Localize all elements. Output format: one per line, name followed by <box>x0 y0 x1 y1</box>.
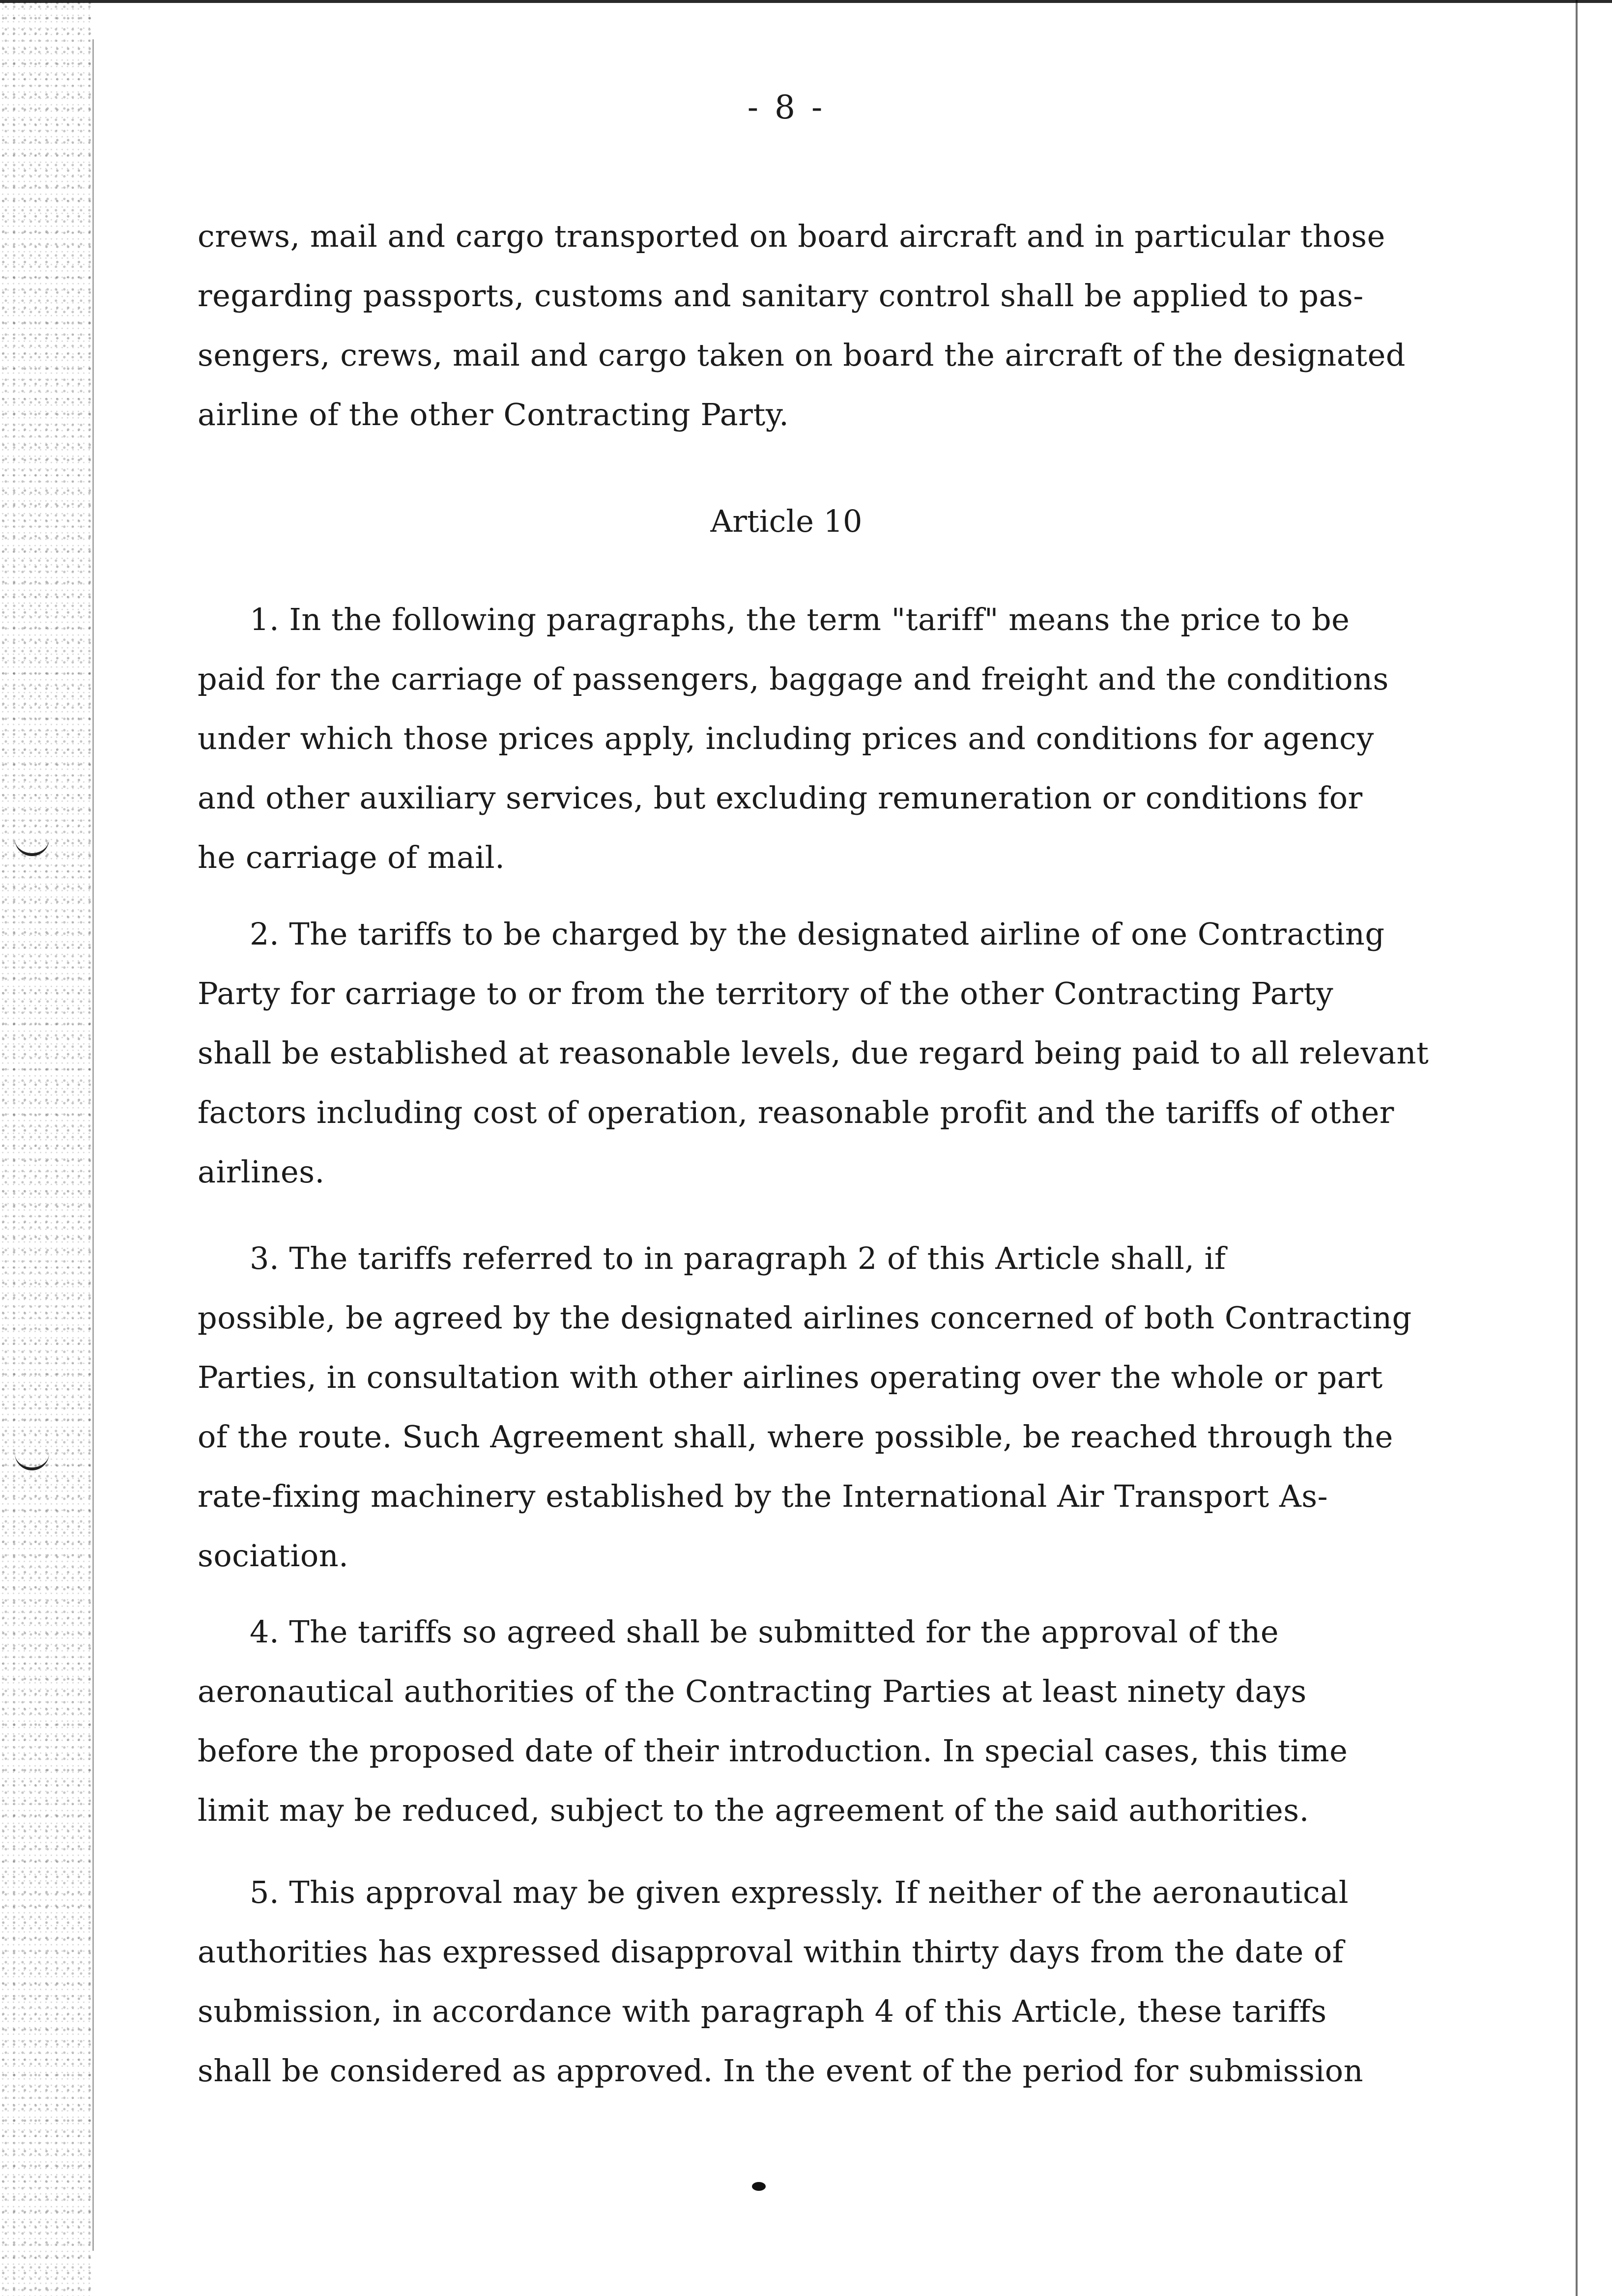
text-line: possible, be agreed by the designated airlines concerned of both Contracting <box>198 1300 1412 1336</box>
page-number: - 8 - <box>747 88 826 126</box>
top-border-line <box>0 0 1612 3</box>
text-line: of the route. Such Agreement shall, where possible, be reached through the <box>198 1419 1393 1455</box>
paragraph-2 <box>198 904 1554 1202</box>
text-line: and other auxiliary services, but excluding remuneration or conditions for <box>198 780 1363 816</box>
ink-dot-mark <box>752 2182 766 2191</box>
text-line: crews, mail and cargo transported on board aircraft and in particular those <box>198 218 1385 254</box>
text-line: 2. The tariffs to be charged by the designated airline of one Contracting <box>250 916 1385 952</box>
text-line: authorities has expressed disapproval within thirty days from the date of <box>198 1934 1344 1970</box>
text-line: submission, in accordance with paragraph 4 of this Article, these tariffs <box>198 1993 1327 2029</box>
article-heading: Article 10 <box>710 503 863 539</box>
text-line: 5. This approval may be given expressly. If neither of the aeronautical <box>250 1874 1349 1910</box>
text-line: regarding passports, customs and sanitary control shall be applied to pas- <box>198 278 1364 314</box>
text-line: shall be considered as approved. In the event of the period for submission <box>198 2053 1364 2089</box>
left-margin-line <box>92 39 94 2251</box>
continuation-paragraph <box>198 206 1554 444</box>
scanned-left-edge-noise <box>0 0 93 2296</box>
text-line: 1. In the following paragraphs, the term "tariff" means the price to be <box>250 602 1350 637</box>
text-line: before the proposed date of their introduction. In special cases, this time <box>198 1733 1348 1769</box>
text-line: factors including cost of operation, reasonable profit and the tariffs of other <box>198 1094 1394 1130</box>
text-line: airline of the other Contracting Party. <box>198 397 789 432</box>
text-line: he carriage of mail. <box>198 839 505 875</box>
paragraph-5 <box>198 1863 1554 2100</box>
text-line: limit may be reduced, subject to the agreement of the said authorities. <box>198 1792 1309 1828</box>
paragraph-1 <box>198 590 1554 887</box>
text-line: airlines. <box>198 1154 325 1190</box>
text-line: 3. The tariffs referred to in paragraph 2 of this Article shall, if <box>250 1240 1226 1276</box>
text-line: sociation. <box>198 1538 349 1574</box>
paragraph-3 <box>198 1229 1554 1585</box>
paragraph-4 <box>198 1602 1554 1840</box>
text-line: paid for the carriage of passengers, baggage and freight and the conditions <box>198 661 1389 697</box>
text-line: 4. The tariffs so agreed shall be submitted for the approval of the <box>250 1614 1279 1650</box>
text-line: under which those prices apply, including prices and conditions for agency <box>198 720 1374 756</box>
text-line: Parties, in consultation with other airlines operating over the whole or part <box>198 1359 1383 1395</box>
text-line: sengers, crews, mail and cargo taken on board the aircraft of the designated <box>198 337 1406 373</box>
right-margin-line <box>1576 0 1578 2296</box>
text-line: Party for carriage to or from the territory of the other Contracting Party <box>198 976 1334 1011</box>
text-line: rate-fixing machinery established by the International Air Transport As- <box>198 1478 1328 1514</box>
text-line: shall be established at reasonable levels, due regard being paid to all relevant <box>198 1035 1429 1071</box>
text-line: aeronautical authorities of the Contracting Parties at least ninety days <box>198 1673 1307 1709</box>
